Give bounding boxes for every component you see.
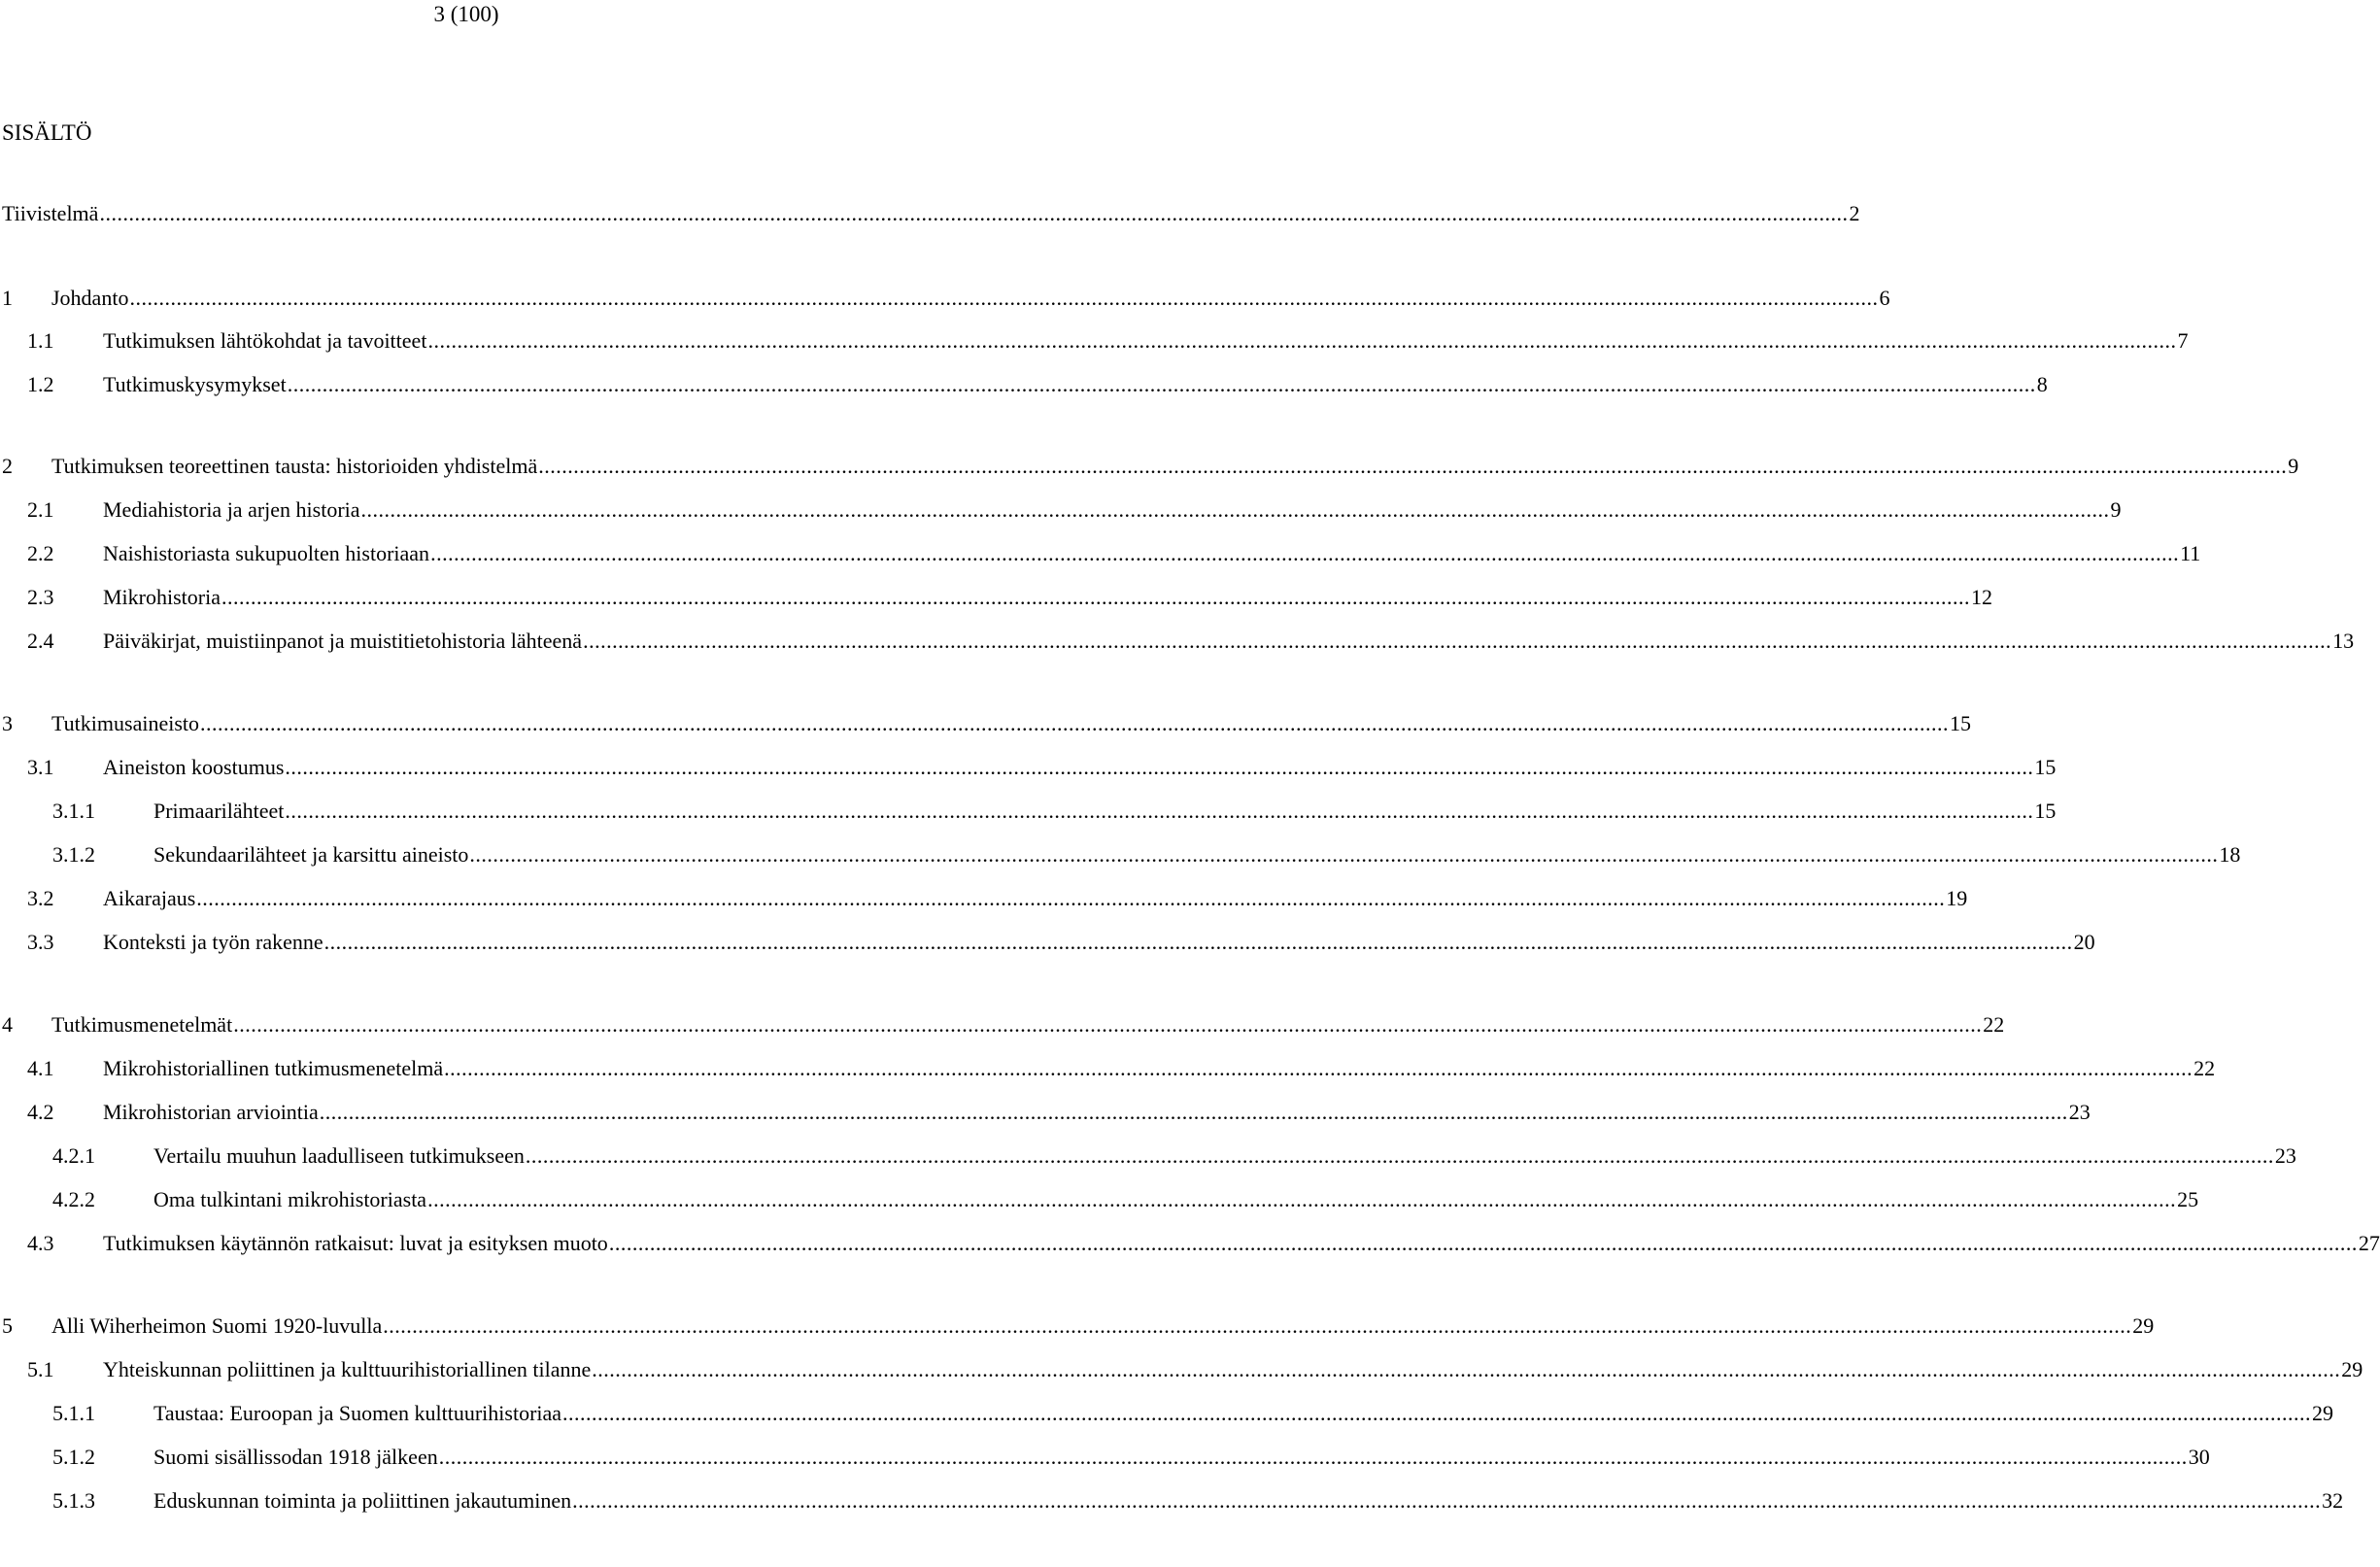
toc-leader-dots: ............................................................................................................................................................................................................................................................................................................ [200,711,1949,735]
toc-leader-dots: ............................................................................................................................................................................................................................................................................................................ [572,1488,2322,1513]
toc-entry-number: 1.1 [27,328,54,353]
toc-entry-page: 29 [2312,1401,2334,1425]
toc-entry-title: Konteksti ja työn rakenne [103,930,323,954]
toc-entry-number: 3.1.1 [52,799,95,823]
toc-entry [0,753,2057,782]
toc-entry [0,495,2122,525]
toc-entry-title: Sekundaarilähteet ja karsittu aineisto [153,842,469,867]
toc-entry-page: 12 [1971,585,1992,609]
toc-entry-number: 2.2 [27,541,54,565]
toc-leader-dots: ............................................................................................................................................................................................................................................................................................................ [592,1357,2341,1381]
toc-leader-dots: ............................................................................................................................................................................................................................................................................................................ [444,1056,2193,1080]
toc-entry-page: 8 [2036,372,2048,396]
toc-leader-dots: ............................................................................................................................................................................................................................................................................................................ [469,842,2219,867]
toc-entry-title: Eduskunnan toiminta ja poliittinen jakautuminen [153,1488,572,1513]
toc-leader-dots: ............................................................................................................................................................................................................................................................................................................ [221,585,1970,609]
toc-entry-number: 5 [2,1313,13,1338]
toc-leader-dots: ............................................................................................................................................................................................................................................................................................................ [430,541,2180,565]
toc-entry-page: 18 [2219,842,2241,867]
toc-entry-number: 3.1 [27,755,54,779]
toc-entry [0,797,2057,826]
toc-entry-page: 15 [1950,711,1971,735]
toc-entry-number: 5.1.3 [52,1488,95,1513]
toc-entry-page: 9 [2110,497,2122,522]
toc-entry [0,1355,2363,1384]
toc-entry-title: Mikrohistorian arviointia [103,1100,319,1124]
toc-entry-page: 15 [2034,799,2057,823]
toc-entry-number: 3.2 [27,886,54,910]
toc-entry-page: 29 [2341,1357,2363,1381]
toc-entry [0,452,2299,481]
toc-entry-number: 4 [2,1012,13,1037]
toc-entry-page: 19 [1946,886,1968,910]
toc-entry-number: 2.4 [27,629,54,653]
toc-entry-title: Tutkimuksen teoreettinen tausta: historioiden yhdistelmä [51,454,538,478]
toc-entry [0,199,1860,228]
toc-entry-number: 2 [2,454,13,478]
toc-leader-dots: ............................................................................................................................................................................................................................................................................................................ [99,201,1849,225]
toc-entry-title: Yhteiskunnan poliittinen ja kulttuurihistoriallinen tilanne [103,1357,592,1381]
toc-entry [0,1312,2155,1341]
toc-entry-title: Aineiston koostumus [103,755,285,779]
toc-entry-page: 29 [2132,1313,2155,1338]
toc-entry [0,1010,2005,1039]
toc-entry [0,840,2241,869]
toc-entry-page: 11 [2180,541,2201,565]
toc-entry-title: Tiivistelmä [2,201,99,225]
toc-leader-dots: ............................................................................................................................................................................................................................................................................................................ [438,1445,2188,1469]
toc-leader-dots: ............................................................................................................................................................................................................................................................................................................ [525,1143,2274,1168]
toc-leader-dots: ............................................................................................................................................................................................................................................................................................................ [360,497,2110,522]
toc-entry-number: 3.1.2 [52,842,95,867]
toc-entry [0,1098,2091,1127]
toc-entry-page: 32 [2322,1488,2344,1513]
toc-leader-dots: ............................................................................................................................................................................................................................................................................................................ [538,454,2288,478]
toc-leader-dots: ............................................................................................................................................................................................................................................................................................................ [319,1100,2068,1124]
toc-entry-page: 6 [1879,286,1890,310]
toc-leader-dots: ............................................................................................................................................................................................................................................................................................................ [233,1012,1983,1037]
toc-entry [0,284,1890,313]
toc-entry-title: Tutkimusmenetelmät [51,1012,233,1037]
toc-entry-number: 1.2 [27,372,54,396]
toc-entry-number: 5.1.1 [52,1401,95,1425]
toc-leader-dots: ............................................................................................................................................................................................................................................................................................................ [285,799,2034,823]
toc-entry-title: Johdanto [51,286,129,310]
toc-entry-title: Tutkimusaineisto [51,711,199,735]
toc-entry [0,1054,2216,1083]
toc-leader-dots: ............................................................................................................................................................................................................................................................................................................ [427,1187,2177,1211]
toc-entry [0,1399,2334,1428]
toc-entry [0,1185,2199,1214]
toc-leader-dots: ............................................................................................................................................................................................................................................................................................................ [583,629,2332,653]
toc-leader-dots: ............................................................................................................................................................................................................................................................................................................ [427,328,2177,353]
toc-entry-page: 22 [1983,1012,2005,1037]
toc-entry-title: Naishistoriasta sukupuolten historiaan [103,541,430,565]
toc-entry [0,370,2048,399]
page-number: 3 (100) [433,2,499,26]
toc-leader-dots: ............................................................................................................................................................................................................................................................................................................ [129,286,1879,310]
toc-leader-dots: ............................................................................................................................................................................................................................................................................................................ [287,372,2036,396]
toc-entry-number: 2.3 [27,585,54,609]
toc-entry-page: 15 [2034,755,2057,779]
toc-entry [0,326,2189,356]
toc-leader-dots: ............................................................................................................................................................................................................................................................................................................ [383,1313,2132,1338]
toc-entry-page: 9 [2288,454,2299,478]
toc-entry-title: Taustaa: Euroopan ja Suomen kulttuurihistoriaa [153,1401,562,1425]
toc-entry-page: 7 [2177,328,2189,353]
toc-entry-title: Suomi sisällissodan 1918 jälkeen [153,1445,438,1469]
toc-entry-page: 30 [2188,1445,2210,1469]
toc-entry [0,1141,2296,1171]
toc-entry-number: 2.1 [27,497,54,522]
toc-heading: SISÄLTÖ [2,120,92,145]
toc-entry-title: Vertailu muuhun laadulliseen tutkimukseen [153,1143,525,1168]
toc-entry [0,928,2095,957]
toc-leader-dots: ............................................................................................................................................................................................................................................................................................................ [323,930,2073,954]
toc-leader-dots: ............................................................................................................................................................................................................................................................................................................ [196,886,1946,910]
toc-entry-number: 4.2.1 [52,1143,95,1168]
toc-entry-title: Oma tulkintani mikrohistoriasta [153,1187,427,1211]
toc-entry-page: 13 [2332,629,2355,653]
toc-entry-page: 22 [2193,1056,2216,1080]
toc-entry [0,627,2355,656]
toc-entry-page: 20 [2073,930,2095,954]
toc-entry-number: 4.2.2 [52,1187,95,1211]
toc-entry-title: Tutkimuksen lähtökohdat ja tavoitteet [103,328,427,353]
toc-entry-page: 23 [2274,1143,2296,1168]
toc-entry [0,1486,2344,1516]
toc-entry-number: 3 [2,711,13,735]
toc-entry [0,539,2201,568]
toc-entry-number: 5.1.2 [52,1445,95,1469]
toc-entry [0,709,1971,738]
toc-entry [0,1229,2380,1258]
toc-entry-title: Aikarajaus [103,886,196,910]
toc-entry-title: Mikrohistoria [103,585,221,609]
toc-entry [0,1443,2210,1472]
toc-entry-number: 1 [2,286,13,310]
toc-entry-page: 23 [2068,1100,2091,1124]
toc-entry-title: Alli Wiherheimon Suomi 1920-luvulla [51,1313,383,1338]
toc-leader-dots: ............................................................................................................................................................................................................................................................................................................ [285,755,2034,779]
toc-entry-title: Tutkimuksen käytännön ratkaisut: luvat ja esityksen muoto [103,1231,608,1255]
toc-leader-dots: ............................................................................................................................................................................................................................................................................................................ [562,1401,2312,1425]
toc-entry [0,583,1992,612]
toc-entry-title: Mediahistoria ja arjen historia [103,497,360,522]
toc-entry [0,884,1968,913]
toc-entry-title: Päiväkirjat, muistiinpanot ja muistitietohistoria lähteenä [103,629,583,653]
toc-leader-dots: ............................................................................................................................................................................................................................................................................................................ [608,1231,2358,1255]
toc-entry-page: 27 [2358,1231,2380,1255]
toc-entry-title: Primaarilähteet [153,799,285,823]
toc-entry-page: 25 [2177,1187,2199,1211]
toc-entry-number: 4.3 [27,1231,54,1255]
toc-entry-number: 3.3 [27,930,54,954]
toc-entry-number: 5.1 [27,1357,54,1381]
toc-entry-number: 4.1 [27,1056,54,1080]
toc-entry-page: 2 [1849,201,1860,225]
toc-entry-title: Mikrohistoriallinen tutkimusmenetelmä [103,1056,444,1080]
toc-entry-title: Tutkimuskysymykset [103,372,287,396]
toc-entry-number: 4.2 [27,1100,54,1124]
